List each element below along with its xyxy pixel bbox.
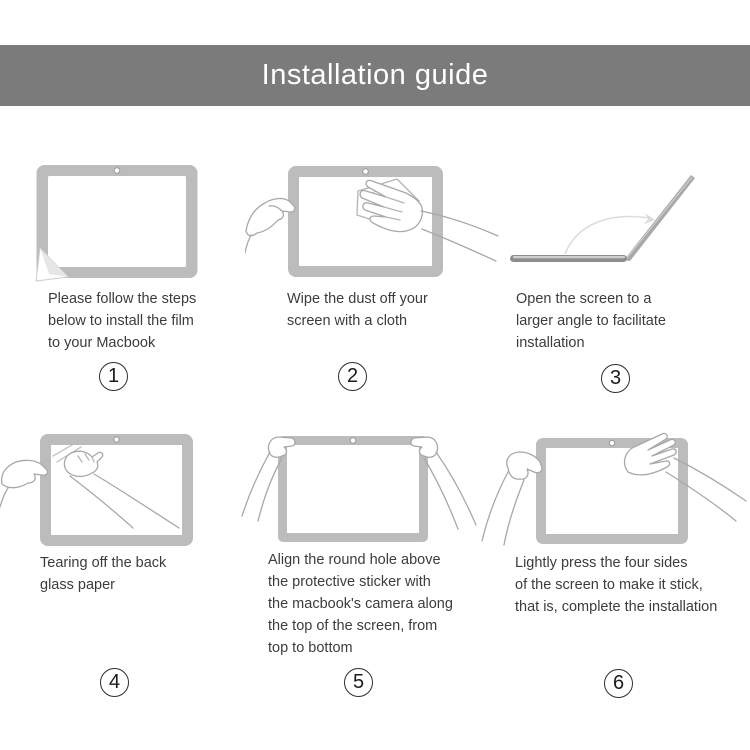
step-caption: Wipe the dust off your screen with a cloth <box>287 291 428 329</box>
page-title: Installation guide <box>261 59 489 91</box>
step-caption: Open the screen to a larger angle to facilitate installation <box>516 291 666 351</box>
step-number-badge <box>344 668 373 697</box>
step-caption: Lightly press the four sides of the screen to make it stick, that is, complete the installation <box>515 555 718 615</box>
header-banner <box>0 45 750 106</box>
hand-wiping-screen-with-cloth-icon <box>245 157 500 282</box>
step-caption: Align the round hole above the protective sticker with the macbook's camera along the top of the screen, from top to bottom <box>268 552 453 656</box>
step-number-badge <box>99 362 128 391</box>
step-number: 2 <box>346 365 359 387</box>
two-hands-aligning-film-icon <box>240 428 510 548</box>
step-number: 4 <box>108 671 121 693</box>
step-number-badge <box>100 668 129 697</box>
step-number-badge <box>601 364 630 393</box>
step-number: 5 <box>352 671 365 693</box>
step-caption: Tearing off the back glass paper <box>40 555 167 593</box>
step-number: 3 <box>609 367 622 389</box>
step-caption: Please follow the steps below to install the film to your Macbook <box>48 291 197 351</box>
laptop-opened-wide-side-view-icon <box>505 168 700 268</box>
step-number-badge <box>338 362 367 391</box>
step-number-badge <box>604 669 633 698</box>
step-number: 6 <box>612 672 625 694</box>
step-number: 1 <box>107 365 120 387</box>
hands-tearing-backing-paper-icon <box>0 428 235 550</box>
hands-pressing-screen-sides-icon <box>478 428 750 550</box>
screen-with-peeled-film-corner-icon <box>35 162 200 282</box>
